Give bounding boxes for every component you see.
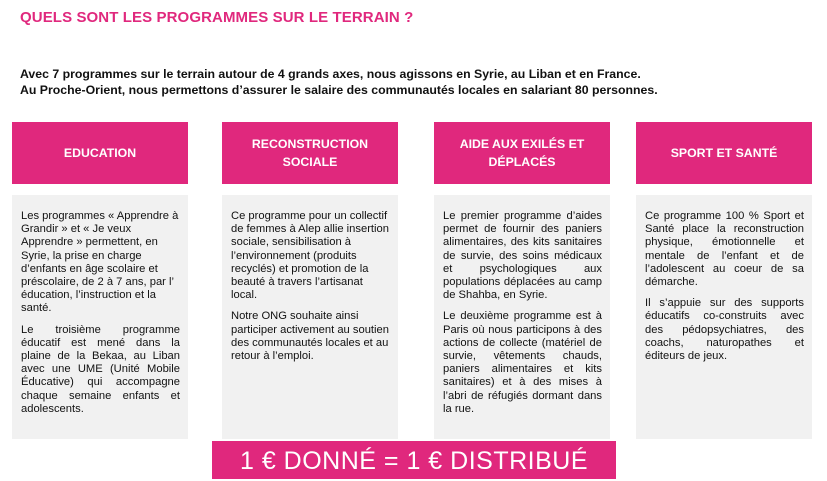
column-sport-sante xyxy=(636,122,812,439)
column-heading: AIDE AUX EXILÉS ET DÉPLACÉS xyxy=(434,122,610,184)
column-paragraph: Le deuxième programme est à Paris où nous participons à des actions de collecte (matériel de survie, vêtements chauds, paniers alimentaires et kits sanitaires) et à des mises à l’abri de réfugiés dormant dans la rue. xyxy=(443,310,602,415)
column-heading: EDUCATION xyxy=(12,122,188,184)
column-education xyxy=(12,122,188,439)
column-body xyxy=(636,195,812,439)
column-paragraph: Les programmes « Apprendre à Grandir » et « Je veux Apprendre » permettent, en Syrie, la prise en charge d’enfants en âge scolaire et préscolaire, de 2 à 7 ans, par l’ éducation, l’instruction et la santé. xyxy=(21,210,179,315)
column-body xyxy=(222,195,398,439)
intro-text xyxy=(20,66,810,98)
page-title: QUELS SONT LES PROGRAMMES SUR LE TERRAIN ? xyxy=(20,9,414,26)
column-heading: SPORT ET SANTÉ xyxy=(636,122,812,184)
intro-line-2: Au Proche-Orient, nous permettons d’assurer le salaire des communautés locales en salariant 80 personnes. xyxy=(20,83,658,97)
column-paragraph: Le premier programme d’aides permet de fournir des paniers alimentaires, des kits sanitaires de survie, des soins médicaux et psychologiques aux populations déplacées au camp de Shahba, en Syrie. xyxy=(443,210,602,302)
column-paragraph: Notre ONG souhaite ainsi participer activement au soutien des communautés locales et au retour à l’emploi. xyxy=(231,310,389,363)
column-body xyxy=(12,195,188,439)
intro-line-1: Avec 7 programmes sur le terrain autour de 4 grands axes, nous agissons en Syrie, au Liban et en France. xyxy=(20,67,641,81)
column-paragraph: Le troisième programme éducatif est mené dans la plaine de la Bekaa, au Liban avec une UME (Unité Mobile Éducative) qui accompagne chaque semaine enfants et adolescents. xyxy=(21,323,180,415)
column-paragraph: Ce programme pour un collectif de femmes à Alep allie insertion sociale, sensibilisation à l’environnement (produits recyclés) et promotion de la beauté à travers l’artisanat local. xyxy=(231,210,389,302)
column-body xyxy=(434,195,610,439)
column-aide-exiles xyxy=(434,122,610,439)
donation-banner: 1 € DONNÉ = 1 € DISTRIBUÉ xyxy=(212,441,616,479)
column-paragraph: Ce programme 100 % Sport et Santé place la reconstruction physique, émotionnelle et mentale de l’enfant et de l’adolescent au coeur de sa démarche. xyxy=(645,210,804,289)
column-paragraph: Il s’appuie sur des supports éducatifs co-construits avec des pédopsychiatres, des coachs, naturopathes et éditeurs de jeux. xyxy=(645,297,804,363)
column-reconstruction-sociale xyxy=(222,122,398,439)
column-heading: RECONSTRUCTION SOCIALE xyxy=(222,122,398,184)
